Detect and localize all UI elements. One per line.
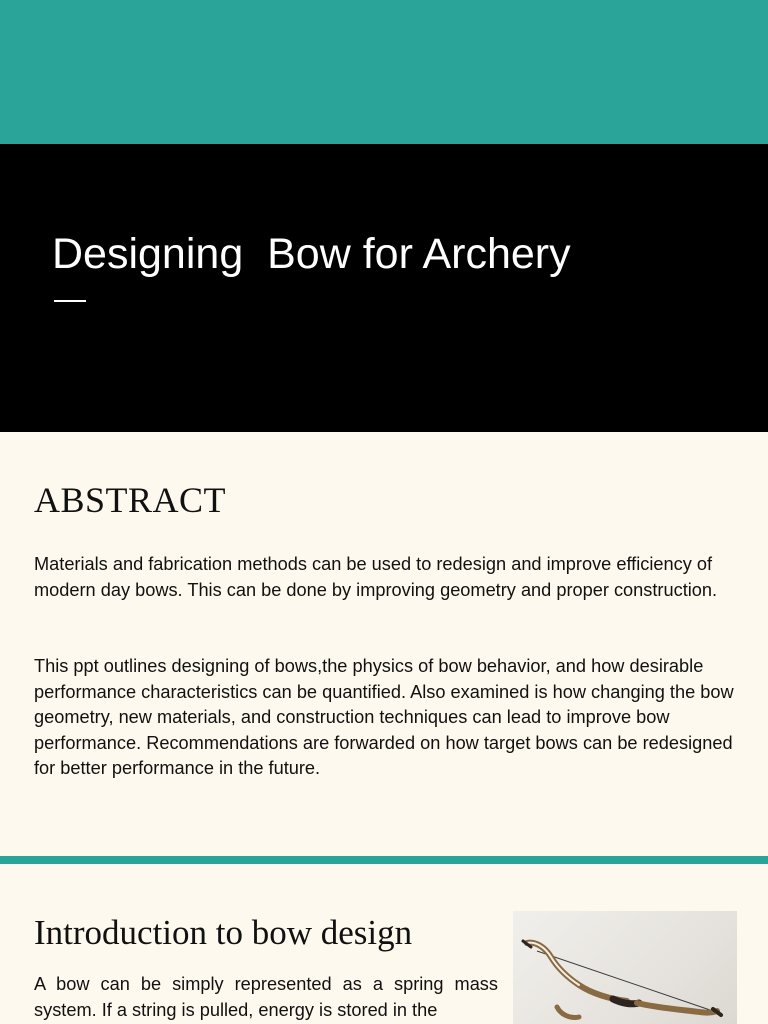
title-slide-background <box>0 144 768 432</box>
bow-photo <box>513 911 737 1024</box>
bow-illustration <box>513 911 737 1024</box>
title-underline-rule <box>54 300 86 302</box>
slide-divider <box>0 856 768 864</box>
bow-second-limb <box>557 1007 579 1018</box>
title-slide-header-band <box>0 0 768 144</box>
abstract-heading: ABSTRACT <box>34 480 227 520</box>
bow-upper-limb <box>527 943 627 1001</box>
intro-heading: Introduction to bow design <box>34 913 413 952</box>
intro-paragraph: A bow can be simply represented as a spring mass system. If a string is pulled, energy is stored in the <box>34 974 498 1020</box>
abstract-paragraph-1: Materials and fabrication methods can be used to redesign and improve efficiency of modern day bows. This can be done by improving geometry and proper construction. <box>34 554 718 600</box>
slide-title: Designing Bow for Archery <box>52 230 571 278</box>
abstract-paragraph-2: This ppt outlines designing of bows,the physics of bow behavior, and how desirable performance characteristics can be quantified. Also examined is how changing the bow geometry, new materials, and construction techniques can lead to improve bow performance. Recommendations are forwarded on how target bows can be redesigned for better performance in the future. <box>34 656 734 779</box>
